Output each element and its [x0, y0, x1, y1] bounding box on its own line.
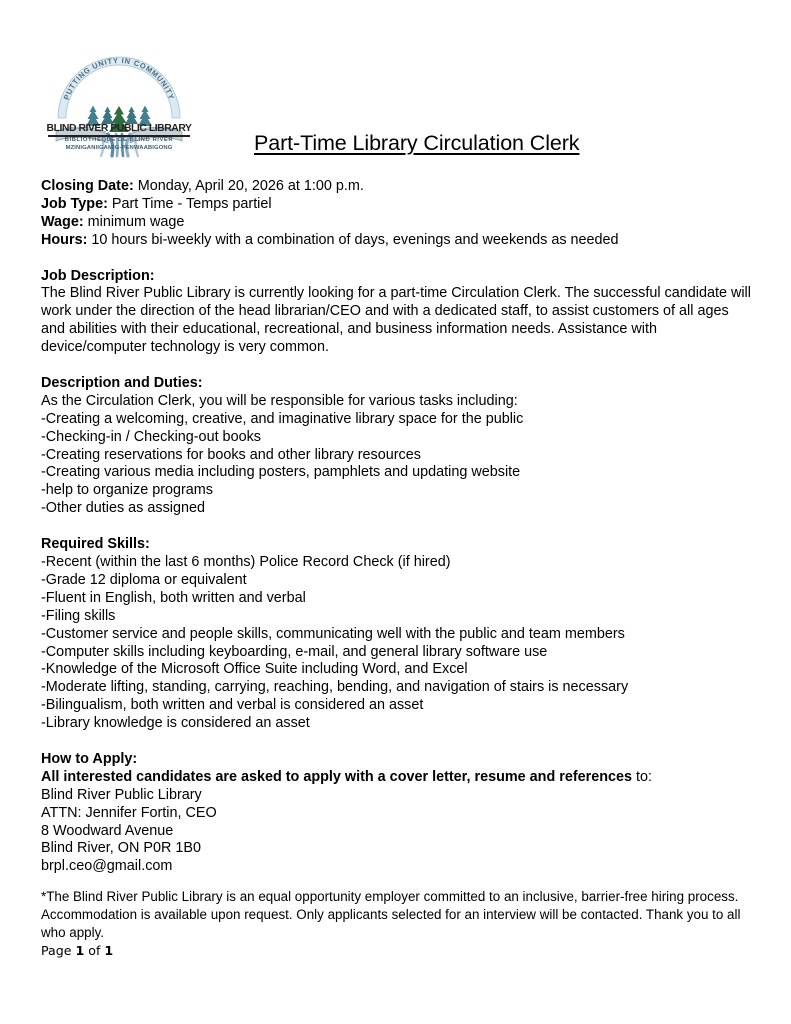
spacer: [41, 357, 753, 375]
library-logo: [46, 44, 192, 158]
skill-item: -Filing skills: [41, 607, 116, 624]
logo-arc-text: PUTTING UNITY IN COMMUNITY: [61, 55, 177, 102]
apply-address-line: ATTN: Jennifer Fortin, CEO: [41, 804, 217, 821]
required-skills-heading: Required Skills:: [41, 536, 150, 553]
skill-item: -Customer service and people skills, communicating well with the public and team members: [41, 625, 625, 642]
summary-row-hours: [41, 232, 753, 250]
logo-wordmark-line-3: MZINIGANIIGAMIG-PENWAABIGONG: [65, 144, 173, 151]
equal-opportunity-disclaimer: *The Blind River Public Library is an equal opportunity employer committed to an inclusive, barrier-free hiring process. Accommodation is available upon request. Only applicants selected for an interview will be contacted. Thank you to all who apply.: [41, 889, 741, 940]
how-to-apply-instruction-tail: to:: [632, 768, 653, 785]
summary-label-job-type: Job Type:: [41, 195, 108, 212]
logo-wordmark-line-1: BLIND RIVER PUBLIC LIBRARY: [46, 123, 192, 134]
duty-item: -help to organize programs: [41, 482, 213, 499]
duty-item: -Creating various media including posters, pamphlets and updating website: [41, 464, 521, 481]
summary-row-job-type: [41, 196, 753, 214]
summary-value-closing-date: Monday, April 20, 2026 at 1:00 p.m.: [133, 178, 364, 194]
logo-wordmark: [46, 124, 192, 151]
duties-intro: As the Circulation Clerk, you will be responsible for various tasks including:: [41, 392, 518, 409]
page-title: Part-Time Library Circulation Clerk: [254, 131, 580, 155]
apply-address-line: Blind River, ON P0R 1B0: [41, 840, 201, 857]
summary-row-closing-date: [41, 178, 753, 196]
skill-item: -Knowledge of the Microsoft Office Suite including Word, and Excel: [41, 661, 468, 678]
page-number: [41, 943, 113, 958]
summary-row-wage: [41, 214, 753, 232]
page-number-total: 1: [104, 943, 114, 958]
how-to-apply-heading: How to Apply:: [41, 750, 138, 767]
skill-item: -Fluent in English, both written and verbal: [41, 589, 306, 606]
page-number-middle: of: [84, 943, 105, 958]
section-how-to-apply: [41, 751, 753, 876]
duty-item: -Creating a welcoming, creative, and imaginative library space for the public: [41, 410, 524, 427]
duties-heading: Description and Duties:: [41, 374, 203, 391]
how-to-apply-instruction: [41, 769, 753, 787]
duty-item: -Creating reservations for books and other library resources: [41, 446, 421, 463]
page-number-prefix: Page: [41, 943, 76, 958]
apply-address-line: 8 Woodward Avenue: [41, 822, 174, 839]
spacer: [41, 518, 753, 536]
summary-block: [41, 178, 753, 250]
skill-item: -Bilingualism, both written and verbal is considered an asset: [41, 697, 424, 714]
job-description-text: The Blind River Public Library is currently looking for a part-time Circulation Clerk. The successful candidate will work under the direction of the head librarian/CEO and with a dedicated staff, to assist customers of all ages and abilities with their educational, recreational, and business information needs. Assistance with device/computer technology is very common.: [41, 285, 751, 356]
summary-label-closing-date: Closing Date:: [41, 178, 134, 194]
skill-item: -Moderate lifting, standing, carrying, reaching, bending, and navigation of stairs is necessary: [41, 679, 629, 696]
logo-wordmark-line-2: BIBLIOTHEQUE DE BLIND RIVER: [64, 137, 174, 144]
summary-value-hours: 10 hours bi-weekly with a combination of days, evenings and weekends as needed: [87, 231, 619, 248]
section-description-and-duties: [41, 375, 753, 518]
section-job-description: [41, 268, 753, 358]
duty-item: -Checking-in / Checking-out books: [41, 428, 261, 445]
how-to-apply-instruction-bold: All interested candidates are asked to apply with a cover letter, resume and references: [41, 768, 633, 785]
summary-value-job-type: Part Time - Temps partiel: [107, 195, 272, 212]
summary-value-wage: minimum wage: [83, 213, 185, 230]
apply-email: brpl.ceo@gmail.com: [41, 858, 173, 875]
summary-label-wage: Wage:: [41, 213, 84, 230]
apply-address-line: Blind River Public Library: [41, 786, 202, 803]
document-header: [0, 0, 791, 170]
skill-item: -Computer skills including keyboarding, e-mail, and general library software use: [41, 643, 548, 660]
page-number-current: 1: [75, 943, 85, 958]
duty-item: -Other duties as assigned: [41, 500, 205, 517]
spacer: [41, 250, 753, 268]
spacer: [41, 733, 753, 751]
document-body: [41, 178, 753, 876]
section-required-skills: [41, 536, 753, 733]
skill-item: -Recent (within the last 6 months) Police Record Check (if hired): [41, 553, 451, 570]
job-description-heading: Job Description:: [41, 267, 155, 284]
skill-item: -Grade 12 diploma or equivalent: [41, 571, 247, 588]
skill-item: -Library knowledge is considered an asset: [41, 715, 310, 732]
summary-label-hours: Hours:: [41, 231, 88, 248]
